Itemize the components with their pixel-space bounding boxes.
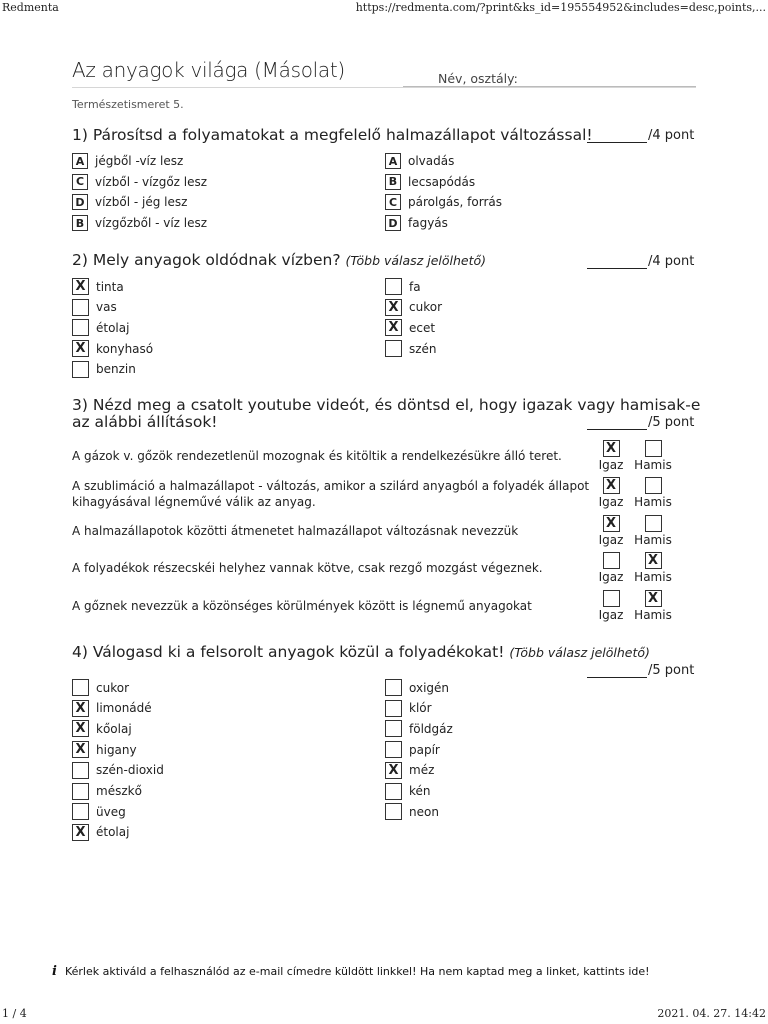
subject-label: Természetismeret 5. (72, 98, 184, 111)
question-4-hint: (Több válasz jelölhető) (509, 645, 650, 660)
info-icon: i (52, 964, 57, 979)
option-label: cukor (96, 680, 129, 695)
match-item (72, 215, 207, 231)
option-label: higany (96, 742, 137, 757)
option-item[interactable] (72, 783, 142, 800)
option-label: üveg (96, 804, 126, 819)
answer-letter-box[interactable]: C (72, 174, 88, 190)
match-item (72, 174, 207, 190)
false-label: Hamis (634, 495, 672, 509)
option-item[interactable] (385, 803, 439, 820)
option-label: vas (96, 300, 117, 315)
answer-letter-box[interactable]: D (72, 194, 88, 210)
option-label: limonádé (96, 701, 152, 716)
false-label: Hamis (634, 533, 672, 547)
option-item[interactable] (385, 299, 442, 316)
option-item[interactable] (72, 720, 132, 737)
option-item[interactable] (72, 299, 117, 316)
title-divider (72, 87, 696, 88)
option-item[interactable] (72, 340, 153, 357)
match-item-label: jégből -víz lesz (95, 154, 184, 168)
checkbox[interactable] (385, 278, 402, 295)
page-url: https://redmenta.com/?print&ks_id=195554952&includes=desc,points,... (355, 1, 766, 14)
points-label: /5 pont (648, 663, 695, 678)
match-item-label: lecsapódás (408, 174, 476, 189)
checkbox[interactable] (72, 299, 89, 316)
question-1-points (587, 128, 694, 143)
checkbox[interactable] (72, 762, 89, 779)
question-4-points (587, 663, 694, 678)
site-name: Redmenta (2, 1, 59, 14)
option-label: kén (409, 784, 431, 798)
false-checkbox-group[interactable] (633, 590, 673, 622)
option-item[interactable] (72, 741, 137, 758)
false-checkbox-group[interactable] (633, 440, 673, 472)
answer-letter-box[interactable]: C (385, 194, 401, 210)
option-label: papír (409, 742, 440, 757)
option-label: konyhasó (96, 341, 154, 356)
checkbox-checked[interactable] (72, 700, 89, 717)
false-checkbox[interactable] (645, 440, 662, 457)
option-item[interactable] (72, 803, 126, 820)
checkbox[interactable] (72, 803, 89, 820)
option-label: cukor (409, 300, 442, 315)
option-label: földgáz (409, 721, 453, 736)
false-label: Hamis (634, 608, 672, 622)
option-label: méz (409, 763, 435, 778)
checkbox-checked[interactable] (72, 278, 89, 295)
match-item (385, 194, 502, 210)
checkbox-checked[interactable] (72, 824, 89, 841)
points-label: /5 pont (648, 415, 695, 430)
match-item (385, 153, 454, 169)
name-field-line (403, 86, 696, 87)
option-item[interactable] (385, 700, 432, 717)
true-checkbox[interactable] (603, 552, 620, 569)
checkbox[interactable] (385, 679, 402, 696)
points-label: /4 pont (648, 254, 695, 269)
checkbox-checked[interactable] (385, 762, 402, 779)
option-label: neon (409, 804, 439, 819)
option-label: ecet (409, 320, 436, 335)
option-item[interactable] (385, 720, 453, 737)
false-checkbox-checked[interactable] (645, 590, 662, 607)
match-item-label: párolgás, forrás (408, 195, 502, 210)
match-item (385, 174, 475, 190)
option-item[interactable] (72, 700, 152, 717)
option-label: szén (409, 341, 437, 356)
score-blank (587, 130, 647, 143)
option-label: tinta (96, 279, 124, 294)
question-2-hint: (Több válasz jelölhető) (345, 253, 487, 268)
question-3-title-line-1: 3) Nézd meg a csatolt youtube videót, és döntsd el, hogy igazak vagy hamisak-e (72, 396, 701, 414)
answer-letter-box[interactable]: A (385, 153, 401, 169)
score-blank (587, 417, 647, 430)
match-item (72, 194, 187, 210)
question-3-points (587, 415, 694, 430)
option-item[interactable] (385, 741, 440, 758)
print-header (0, 0, 768, 18)
checkbox[interactable] (385, 803, 402, 820)
option-item[interactable] (385, 319, 435, 336)
option-item[interactable] (72, 319, 129, 336)
checkbox[interactable] (385, 783, 402, 800)
true-label: Igaz (598, 458, 624, 472)
match-item-label: vízből - vízgőz lesz (95, 174, 208, 189)
checkbox[interactable] (72, 783, 89, 800)
false-checkbox-group[interactable] (633, 515, 673, 547)
score-blank (587, 256, 647, 269)
statement-text: A folyadékok részecskéi helyhez vannak kötve, csak rezgő mozgást végeznek. (72, 561, 543, 575)
checkbox[interactable] (72, 361, 89, 378)
true-checkbox-checked[interactable] (603, 515, 620, 532)
notice-text[interactable]: Kérlek aktiváld a felhasználód az e-mail címedre küldött linkkel! Ha nem kaptad meg a linket, kattints ide! (64, 965, 650, 978)
true-label: Igaz (598, 570, 624, 584)
option-item[interactable] (385, 340, 437, 357)
statement-text: A gőznek nevezzük a közönséges körülmények között is légnemű anyagokat (72, 599, 532, 613)
option-label: kőolaj (96, 721, 132, 736)
option-label: benzin (96, 362, 136, 377)
checkbox[interactable] (72, 679, 89, 696)
option-item[interactable] (72, 278, 124, 295)
false-checkbox-group[interactable] (633, 552, 673, 584)
true-checkbox-checked[interactable] (603, 440, 620, 457)
true-label: Igaz (598, 495, 624, 509)
answer-letter-box[interactable]: B (385, 174, 401, 190)
question-3-title-line-2: az alábbi állítások! (72, 413, 218, 431)
match-item-label: vízgőzből - víz lesz (95, 216, 208, 231)
checkbox[interactable] (72, 319, 89, 336)
false-label: Hamis (634, 458, 672, 472)
question-2-title (72, 252, 486, 269)
match-item-label: vízből - jég lesz (95, 195, 188, 210)
checkbox[interactable] (385, 700, 402, 717)
option-label: étolaj (96, 320, 130, 335)
statement-text: A halmazállapotok közötti átmenetet halmazállapot változásnak nevezzük (72, 524, 519, 538)
checkbox-checked[interactable] (72, 340, 89, 357)
answer-letter-box[interactable]: B (72, 215, 88, 231)
false-label: Hamis (634, 570, 672, 584)
false-checkbox-checked[interactable] (645, 552, 662, 569)
name-class-label: Név, osztály: (438, 71, 518, 86)
true-checkbox[interactable] (603, 590, 620, 607)
true-checkbox-group[interactable] (591, 515, 631, 547)
checkbox-checked[interactable] (385, 299, 402, 316)
page-title: Az anyagok világa (Másolat) (72, 58, 345, 82)
true-checkbox-checked[interactable] (603, 477, 620, 494)
false-checkbox[interactable] (645, 477, 662, 494)
true-checkbox-group[interactable] (591, 440, 631, 472)
option-label: klór (409, 701, 432, 716)
match-item-label: olvadás (408, 154, 455, 168)
option-item[interactable] (385, 783, 431, 800)
false-checkbox[interactable] (645, 515, 662, 532)
match-item (385, 215, 448, 231)
true-checkbox-group[interactable] (591, 477, 631, 509)
option-item[interactable] (385, 679, 449, 696)
option-label: szén-dioxid (96, 763, 164, 778)
true-label: Igaz (598, 608, 624, 622)
checkbox[interactable] (385, 741, 402, 758)
option-item[interactable] (72, 679, 129, 696)
option-label: fa (409, 279, 421, 294)
answer-letter-box[interactable]: D (385, 215, 401, 231)
match-item (72, 153, 183, 169)
points-label: /4 pont (648, 128, 695, 143)
checkbox[interactable] (385, 720, 402, 737)
match-item-label: fagyás (408, 216, 448, 231)
question-4-text: 4) Válogasd ki a felsorolt anyagok közül a folyadékokat! (72, 643, 505, 661)
checkbox-checked[interactable] (385, 319, 402, 336)
print-footer (0, 1006, 768, 1024)
option-item[interactable] (72, 361, 136, 378)
option-label: étolaj (96, 825, 130, 840)
checkbox-checked[interactable] (72, 741, 89, 758)
option-item[interactable] (385, 762, 434, 779)
true-checkbox-group[interactable] (591, 552, 631, 584)
score-blank (587, 665, 647, 678)
option-item[interactable] (72, 762, 164, 779)
option-label: oxigén (409, 680, 450, 695)
page-count: 1 / 4 (2, 1007, 27, 1020)
false-checkbox-group[interactable] (633, 477, 673, 509)
answer-letter-box[interactable]: A (72, 153, 88, 169)
activation-notice[interactable] (52, 964, 650, 979)
statement-text: A szublimáció a halmazállapot - változás, amikor a szilárd anyagból a folyadék állapot kihagyásával légneművé válik az anyag. (72, 479, 590, 509)
true-label: Igaz (598, 533, 624, 547)
question-4-title (72, 644, 650, 661)
true-checkbox-group[interactable] (591, 590, 631, 622)
question-2-points (587, 254, 694, 269)
question-2-text: 2) Mely anyagok oldódnak vízben? (72, 251, 341, 269)
statement-text: A gázok v. gőzök rendezetlenül mozognak és kitöltik a rendelkezésükre álló teret. (72, 449, 562, 463)
question-1-title: 1) Párosítsd a folyamatokat a megfelelő halmazállapot változással! (72, 126, 593, 144)
option-label: mészkő (96, 784, 142, 798)
checkbox[interactable] (385, 340, 402, 357)
print-datetime: 2021. 04. 27. 14:42 (657, 1007, 766, 1020)
option-item[interactable] (385, 278, 421, 295)
option-item[interactable] (72, 824, 129, 841)
checkbox-checked[interactable] (72, 720, 89, 737)
